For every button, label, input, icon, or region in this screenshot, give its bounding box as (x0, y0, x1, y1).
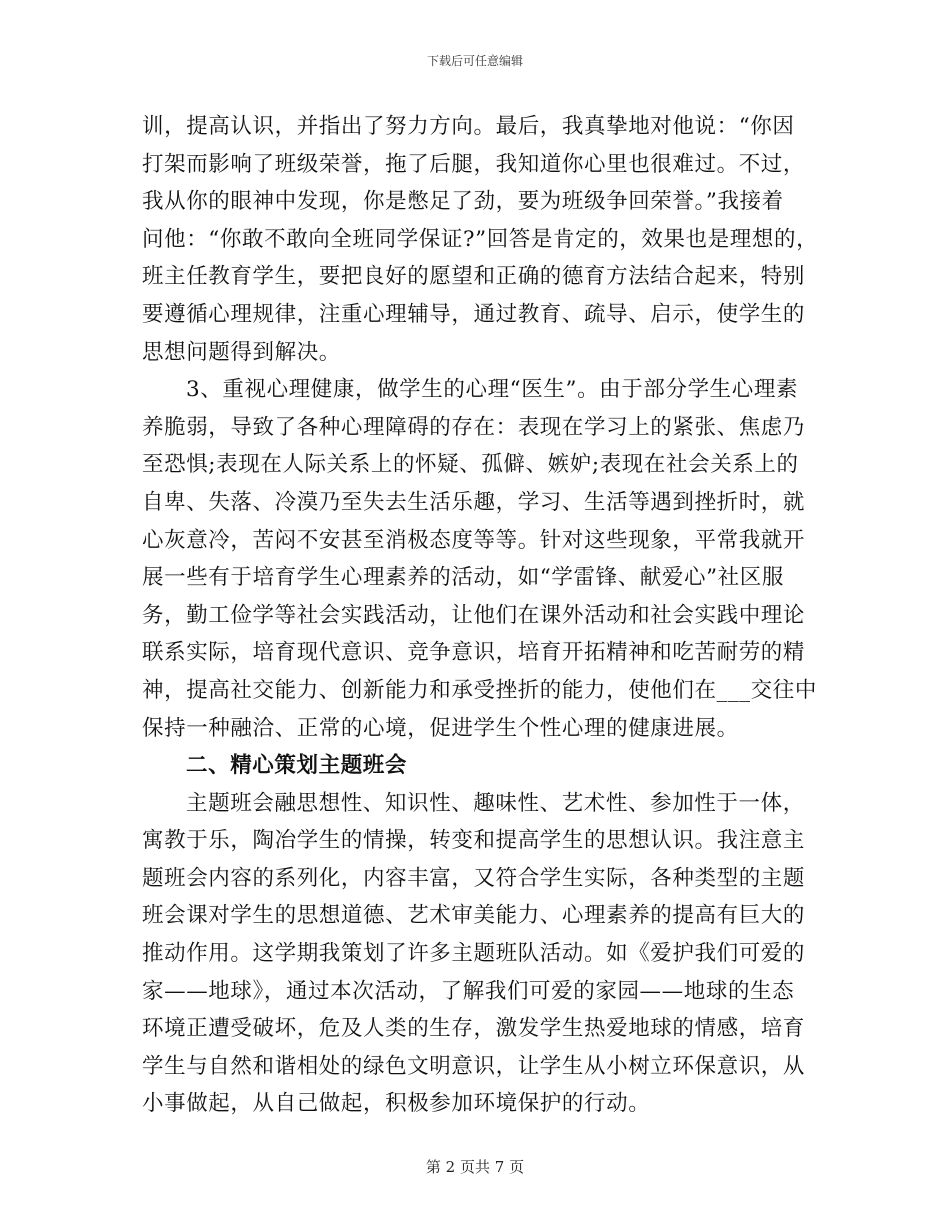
text-line: 环境正遭受破坏，危及人类的生存，激发学生热爱地球的情感，培育 (142, 1016, 806, 1042)
text-line: 保持一种融洽、正常的心境，促进学生个性心理的健康进展。 (142, 715, 739, 741)
text-line: 问他：“你敢不敢向全班同学保证?”回答是肯定的，效果也是理想的， (142, 226, 819, 252)
text-line: 推动作用。这学期我策划了许多主题班队活动。如《爱护我们可爱的 (142, 941, 806, 967)
text-line: 训，提高认识，并指出了努力方向。最后，我真挚地对他说：“你因 (142, 114, 795, 139)
text-line: 自卑、失落、冷漠乃至失去生活乐趣，学习、生活等遇到挫折时，就 (142, 489, 806, 515)
text-line: 小事做起，从自己做起，积极参加环境保护的行动。 (142, 1091, 651, 1117)
text-line: 主题班会融思想性、知识性、趣味性、艺术性、参加性于一体， (186, 790, 805, 816)
text-line: 3、重视心理健康，做学生的心理“医生”。由于部分学生心理素 (186, 377, 799, 403)
paragraph (142, 371, 817, 747)
text-line: 展一些有于培育学生心理素养的活动，如“学雷锋、献爱心”社区服 (142, 565, 784, 591)
page-header: 下载后可任意编辑 (426, 54, 523, 68)
text-line: 思想问题得到解决。 (142, 339, 341, 365)
text-line: 寓教于乐，陶冶学生的情操，转变和提高学生的思想认识。我注意主 (142, 828, 806, 854)
document-body (142, 108, 819, 1123)
text-line: 养脆弱，导致了各种心理障碍的存在：表现在学习上的紧张、焦虑乃 (142, 414, 806, 440)
text-line: 神，提高社交能力、创新能力和承受挫折的能力，使他们在___交往中 (142, 677, 817, 703)
text-line: 班会课对学生的思想道德、艺术审美能力、心理素养的提高有巨大的 (142, 903, 806, 929)
text-line: 我从你的眼神中发现，你是憋足了劲，要为班级争回荣誉。”我接着 (142, 189, 784, 215)
text-line: 家——地球》，通过本次活动，了解我们可爱的家园——地球的生态 (142, 978, 795, 1004)
text-line: 要遵循心理规律，注重心理辅导，通过教育、疏导、启示，使学生的 (142, 301, 806, 327)
text-line: 题班会内容的系列化，内容丰富，又符合学生实际，各种类型的主题 (142, 865, 806, 891)
text-line: 至恐惧;表现在人际关系上的怀疑、孤僻、嫉妒;表现在社会关系上的 (142, 452, 799, 478)
section-heading: 二、精心策划主题班会 (186, 753, 408, 779)
page-footer: 第 2 页共 7 页 (425, 1158, 525, 1176)
text-line: 务，勤工俭学等社会实践活动，让他们在课外活动和社会实践中理论 (142, 602, 806, 628)
text-line: 心灰意冷，苦闷不安甚至消极态度等等。针对这些现象，平常我就开 (142, 527, 806, 553)
text-line: 班主任教育学生，要把良好的愿望和正确的德育方法结合起来，特别 (142, 264, 806, 290)
text-line: 学生与自然和谐相处的绿色文明意识，让学生从小树立环保意识，从 (142, 1053, 806, 1079)
paragraph (142, 108, 819, 371)
text-line: 打架而影响了班级荣誉，拖了后腿，我知道你心里也很难过。不过， (142, 151, 806, 177)
paragraph (142, 785, 812, 1123)
text-line: 联系实际，培育现代意识、竞争意识，培育开拓精神和吃苦耐劳的精 (142, 640, 806, 666)
